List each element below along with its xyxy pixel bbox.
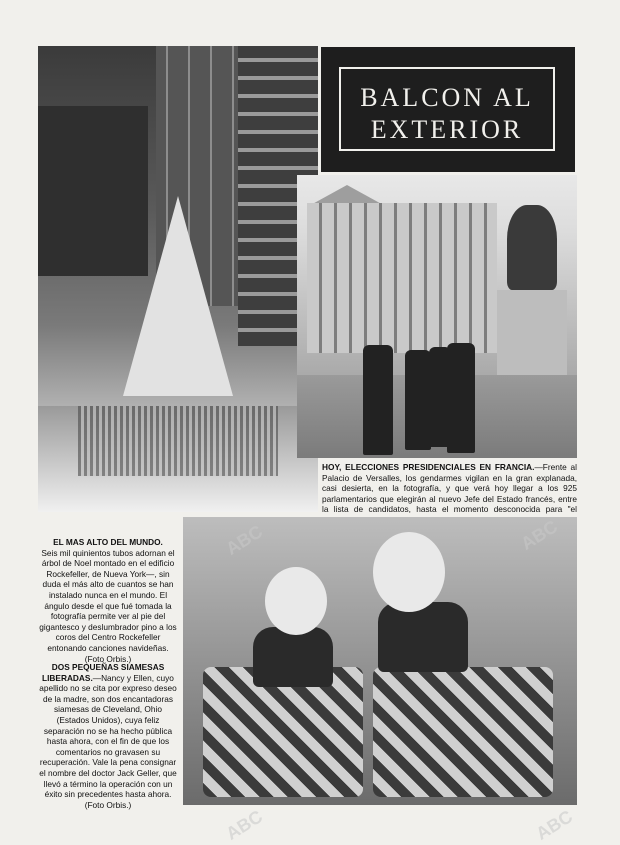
choir-crowd	[78, 406, 278, 476]
twins-caption-head: DOS PEQUEÑAS SIAMESAS LIBERADAS.	[42, 662, 165, 683]
abc-watermark: ABC	[517, 516, 562, 554]
gendarme-2	[405, 350, 431, 450]
title-line-2: EXTERIOR	[370, 115, 524, 144]
baby-right-face	[373, 532, 445, 612]
rockefeller-tree-photo	[38, 46, 318, 512]
tree-caption	[38, 537, 178, 664]
abc-watermark: ABC	[222, 806, 267, 844]
baby-walker-right	[373, 667, 553, 797]
tree-caption-body: Seis mil quinientos tubos adornan el árbol de Noel montado en el edificio Rockefeller, de Nueva York—, sin duda el más alto de cuantos se han instalado nunca en el mundo. El ángulo desde el que fué tomada la fotografía permite ver al pie del gigantesco y deslumbrador pino a los coros del Centro Rockefeller entonando canciones navideñas. (Foto Orbis.)	[39, 547, 177, 664]
twins-caption	[38, 662, 178, 810]
palace-facade	[307, 203, 497, 353]
elections-caption-body: —Frente al Palacio de Versalles, los gendarmes vigilan en la gran explanada, casi desierta, en la fotografía, y que verá hoy llegar a los 925 parlamentarios que elegirán al nuevo Jefe del Estado francés, entre la lista de candidatos, hasta el momento desconocida para "el	[322, 462, 577, 515]
baby-right-body	[378, 602, 468, 672]
equestrian-statue	[507, 205, 557, 290]
tree-caption-head: EL MAS ALTO DEL MUNDO.	[53, 537, 163, 547]
elections-caption-head: HOY, ELECCIONES PRESIDENCIALES EN FRANCIA.	[322, 462, 535, 472]
christmas-tree	[123, 196, 233, 396]
gendarme-1	[363, 345, 393, 455]
section-title-box	[321, 47, 575, 172]
versailles-palace-photo	[297, 175, 577, 458]
twins-caption-body: —Nancy y Ellen, cuyo apellido no se cita por expreso deseo de la madre, son dos encantadoras siamesas de Cleveland, Ohio (Estados Unidos), cuya feliz separación no se ha hecho pública hasta ahora, con el fin de que los comentarios no gravasen su recuperación. Vale la pena consignar el nombre del doctor Jack Geller, que llevó a término la operación con un éxito sin precedentes hasta ahora. (Foto Orbis.)	[39, 672, 177, 810]
baby-left-face	[265, 567, 327, 635]
abc-watermark: ABC	[222, 521, 267, 559]
title-frame	[339, 67, 555, 151]
siamese-twins-photo	[183, 517, 577, 805]
baby-left-body	[253, 627, 333, 687]
gendarme-4	[447, 343, 475, 453]
statue-pedestal	[497, 290, 567, 380]
title-line-1: BALCON AL	[360, 83, 534, 112]
abc-watermark: ABC	[532, 806, 577, 844]
